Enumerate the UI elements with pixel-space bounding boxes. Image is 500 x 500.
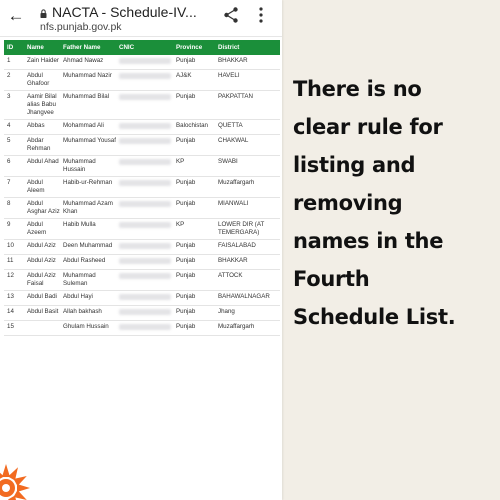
cell-province: Punjab — [173, 291, 215, 306]
cell-province: KP — [173, 219, 215, 240]
cell-id: 13 — [4, 291, 24, 306]
cell-district: BHAKKAR — [215, 55, 280, 70]
cell-father-name: Allah bakhash — [60, 306, 116, 321]
cell-name: Abdul Badi — [24, 291, 60, 306]
cell-father-name: Muhammad Nazir — [60, 70, 116, 91]
cell-name: Abdul Aziz Faisal — [24, 270, 60, 291]
table-row — [4, 291, 280, 306]
cell-name: Abbas — [24, 120, 60, 135]
cell-father-name: Ghulam Hussain — [60, 321, 116, 336]
cell-father-name: Muhammad Bilal — [60, 91, 116, 120]
cell-id: 5 — [4, 135, 24, 156]
cell-id: 12 — [4, 270, 24, 291]
cell-province: Punjab — [173, 240, 215, 255]
cell-province: Punjab — [173, 177, 215, 198]
cell-name: Abdul Ghafoor — [24, 70, 60, 91]
cell-name: Abdar Rehman — [24, 135, 60, 156]
cell-cnic — [116, 291, 173, 306]
page-title: NACTA - Schedule-IV... — [52, 4, 197, 20]
cell-id: 10 — [4, 240, 24, 255]
cell-id: 14 — [4, 306, 24, 321]
blurred-cnic — [119, 159, 171, 165]
cell-province: AJ&K — [173, 70, 215, 91]
col-header-cnic: CNIC — [119, 44, 135, 51]
cell-province: Punjab — [173, 91, 215, 120]
cell-father-name: Habib Mulla — [60, 219, 116, 240]
cell-district: SWABI — [215, 156, 280, 177]
cell-cnic — [116, 270, 173, 291]
caption-line: removing — [293, 191, 403, 215]
cell-district: PAKPATTAN — [215, 91, 280, 120]
cell-cnic — [116, 120, 173, 135]
cell-province: Punjab — [173, 270, 215, 291]
cell-father-name: Abdul Rasheed — [60, 255, 116, 270]
col-header-id: ID — [7, 44, 14, 51]
table-row — [4, 135, 280, 156]
cell-father-name: Deen Muhammad — [60, 240, 116, 255]
cell-name: Abdul Azeem — [24, 219, 60, 240]
cell-province: Punjab — [173, 321, 215, 336]
cell-district: FAISALABAD — [215, 240, 280, 255]
caption-line: There is no — [293, 77, 422, 101]
col-header-father-name: Father Name — [63, 44, 101, 51]
cell-cnic — [116, 255, 173, 270]
cell-district: HAVELI — [215, 70, 280, 91]
cell-name: Abdul Aziz — [24, 240, 60, 255]
sunburst-logo — [0, 430, 48, 500]
caption-line: Schedule List. — [293, 305, 456, 329]
cell-id: 1 — [4, 55, 24, 70]
blurred-cnic — [119, 138, 171, 144]
cell-name — [24, 321, 60, 336]
cell-district: LOWER DIR (AT TEMERGARA) — [215, 219, 280, 240]
blurred-cnic — [119, 58, 171, 64]
cell-district: Jhang — [215, 306, 280, 321]
col-header-name: Name — [27, 44, 44, 51]
cell-name: Abdul Basit — [24, 306, 60, 321]
blurred-cnic — [119, 94, 171, 100]
lock-icon — [40, 9, 47, 18]
cell-cnic — [116, 240, 173, 255]
cell-name: Abdul Aleem — [24, 177, 60, 198]
cell-cnic — [116, 55, 173, 70]
blurred-cnic — [119, 273, 171, 279]
table-row — [4, 55, 280, 70]
blurred-cnic — [119, 201, 171, 207]
cell-province: Punjab — [173, 198, 215, 219]
col-header-district: District — [218, 44, 240, 51]
table-row — [4, 177, 280, 198]
cell-father-name: Muhammad Suleman — [60, 270, 116, 291]
cell-id: 6 — [4, 156, 24, 177]
caption-line: clear rule for — [293, 115, 443, 139]
cell-district: Muzaffargarh — [215, 177, 280, 198]
cell-father-name: Habib-ur-Rehman — [60, 177, 116, 198]
cell-province: KP — [173, 156, 215, 177]
table-row — [4, 270, 280, 291]
back-arrow-icon[interactable]: ← — [7, 6, 25, 25]
cell-name: Zain Haider — [24, 55, 60, 70]
blurred-cnic — [119, 324, 171, 330]
cell-id: 15 — [4, 321, 24, 336]
more-vert-icon[interactable] — [256, 6, 266, 24]
cell-cnic — [116, 321, 173, 336]
table-body — [4, 55, 280, 336]
cell-province: Punjab — [173, 135, 215, 156]
cell-province: Punjab — [173, 255, 215, 270]
cell-district: CHAKWAL — [215, 135, 280, 156]
table-row — [4, 240, 280, 255]
caption-line: listing and — [293, 153, 416, 177]
cell-district: BHAKKAR — [215, 255, 280, 270]
blurred-cnic — [119, 180, 171, 186]
col-header-province: Province — [176, 44, 203, 51]
table-row — [4, 120, 280, 135]
cell-province: Punjab — [173, 306, 215, 321]
cell-cnic — [116, 198, 173, 219]
cell-district: QUETTA — [215, 120, 280, 135]
page-url[interactable]: nfs.punjab.gov.pk — [40, 21, 122, 33]
cell-province: Balochistan — [173, 120, 215, 135]
cell-id: 3 — [4, 91, 24, 120]
blurred-cnic — [119, 73, 171, 79]
blurred-cnic — [119, 294, 171, 300]
caption-line: Fourth — [293, 267, 370, 291]
cell-name: Aamir Bilal alias Babu Jhangvee — [24, 91, 60, 120]
cell-father-name: Muhammad Yousaf — [60, 135, 116, 156]
cell-cnic — [116, 70, 173, 91]
cell-cnic — [116, 91, 173, 120]
headline-caption — [293, 70, 498, 336]
table-row — [4, 321, 280, 336]
table-row — [4, 255, 280, 270]
browser-toolbar — [0, 0, 282, 37]
blurred-cnic — [119, 222, 171, 228]
blurred-cnic — [119, 258, 171, 264]
cell-id: 4 — [4, 120, 24, 135]
cell-id: 11 — [4, 255, 24, 270]
schedule-table — [4, 40, 280, 336]
cell-name: Abdul Asghar Aziz — [24, 198, 60, 219]
blurred-cnic — [119, 309, 171, 315]
cell-id: 8 — [4, 198, 24, 219]
cell-name: Abdul Aziz — [24, 255, 60, 270]
cell-id: 9 — [4, 219, 24, 240]
table-row — [4, 306, 280, 321]
table-row — [4, 156, 280, 177]
cell-district: ATTOCK — [215, 270, 280, 291]
cell-name: Abdul Ahad — [24, 156, 60, 177]
cell-father-name: Ahmad Nawaz — [60, 55, 116, 70]
cell-father-name: Muhammad Azam Khan — [60, 198, 116, 219]
cell-district: Muzaffargarh — [215, 321, 280, 336]
blurred-cnic — [119, 123, 171, 129]
table-row — [4, 219, 280, 240]
cell-father-name: Muhammad Hussain — [60, 156, 116, 177]
cell-cnic — [116, 135, 173, 156]
table-row — [4, 198, 280, 219]
cell-father-name: Abdul Hayi — [60, 291, 116, 306]
cell-id: 7 — [4, 177, 24, 198]
cell-father-name: Mohammad Ali — [60, 120, 116, 135]
cell-province: Punjab — [173, 55, 215, 70]
caption-line: names in the — [293, 229, 444, 253]
share-icon[interactable] — [222, 6, 240, 24]
table-header-row — [4, 40, 280, 55]
cell-cnic — [116, 306, 173, 321]
cell-cnic — [116, 219, 173, 240]
table-row — [4, 70, 280, 91]
cell-cnic — [116, 156, 173, 177]
cell-district: BAHAWALNAGAR — [215, 291, 280, 306]
cell-district: MIANWALI — [215, 198, 280, 219]
blurred-cnic — [119, 243, 171, 249]
table-row — [4, 91, 280, 120]
cell-id: 2 — [4, 70, 24, 91]
cell-cnic — [116, 177, 173, 198]
